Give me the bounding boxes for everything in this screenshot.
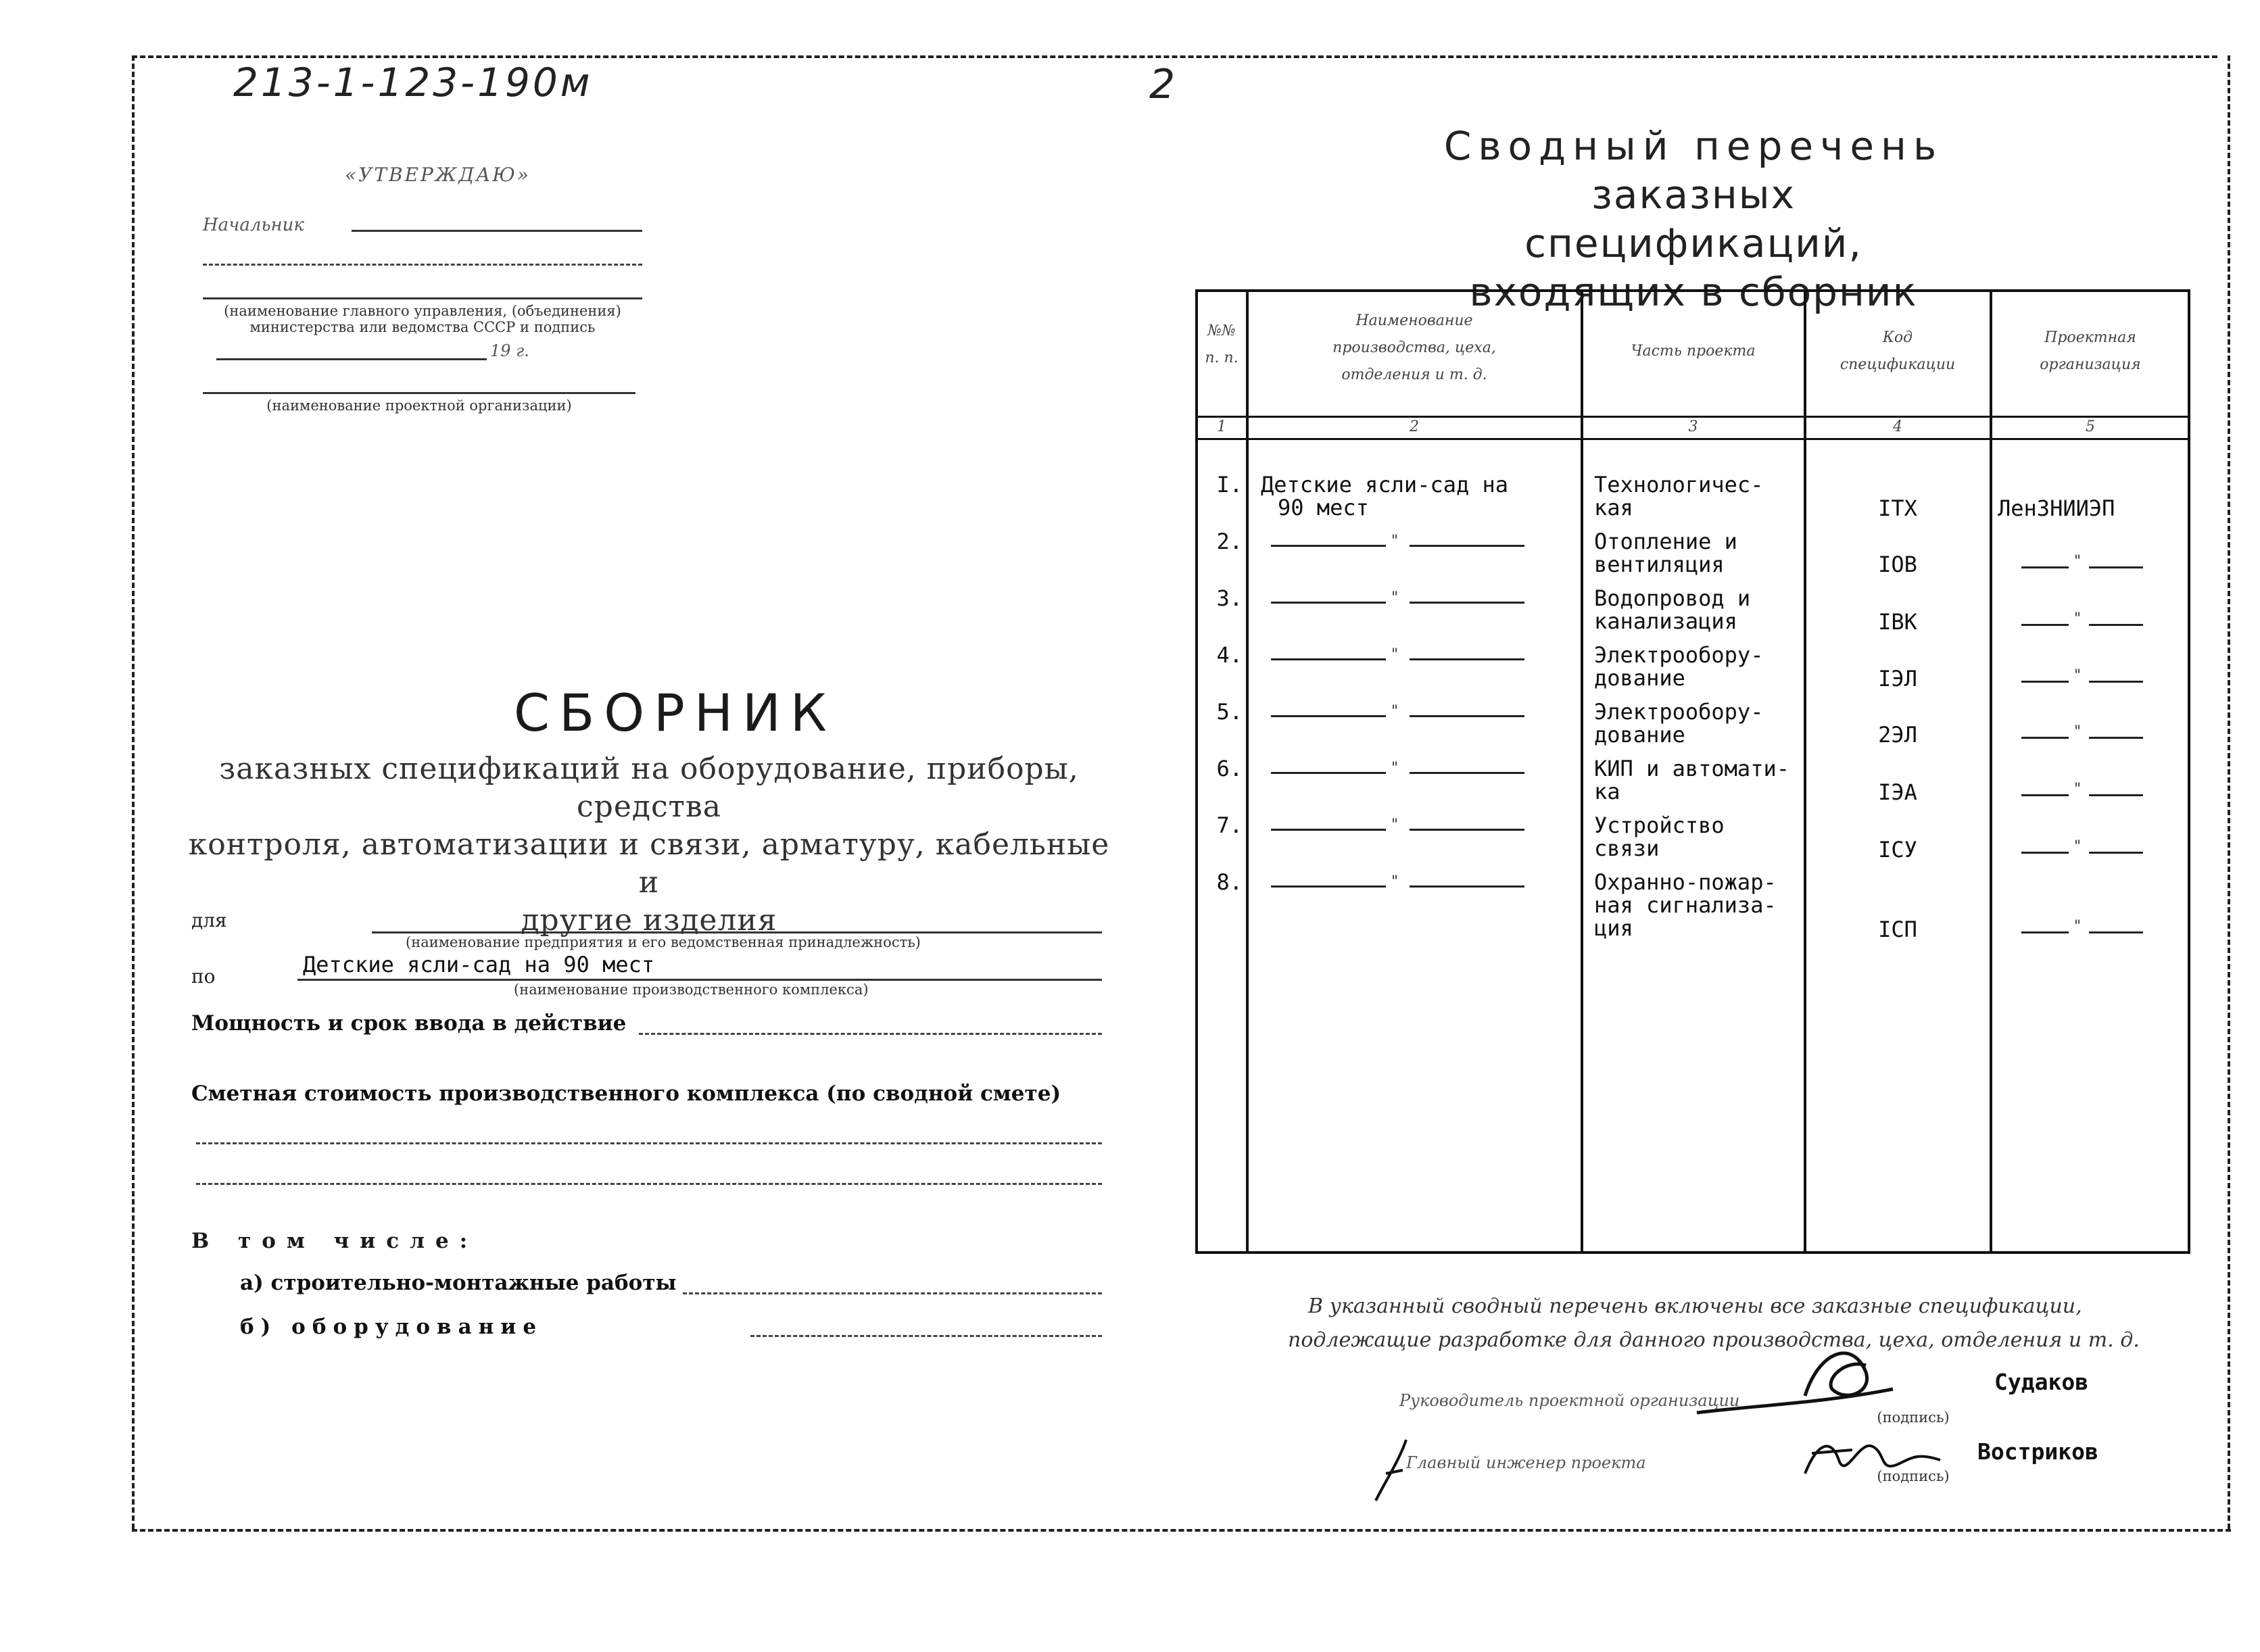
- ditto-line: [1271, 885, 1386, 888]
- cost-line-1: [196, 1142, 1102, 1144]
- column-number: 4: [1893, 418, 1902, 435]
- cost-line-2: [196, 1183, 1102, 1185]
- ditto-mark: ": [2074, 553, 2082, 570]
- header-line: Код: [1882, 329, 1913, 346]
- row-number: I.: [1216, 472, 1243, 497]
- column-header-code: [1806, 324, 1989, 379]
- row-number: 5.: [1216, 699, 1243, 725]
- ditto-mark: ": [1391, 533, 1399, 550]
- ditto-line: [2089, 624, 2143, 626]
- subtitle-line: заказных спецификаций на оборудование, приборы, средства: [219, 752, 1079, 824]
- row-part: связи: [1594, 835, 1660, 861]
- ditto-line: [2021, 681, 2069, 683]
- ditto-mark: ": [2074, 610, 2082, 627]
- ditto-line: [2089, 794, 2143, 796]
- row-code: IСП: [1878, 917, 1917, 942]
- item-b-line: [750, 1335, 1102, 1337]
- ditto-mark: ": [1391, 817, 1399, 833]
- for-label: для: [191, 909, 227, 931]
- list-heading-line: входящих в сборник: [1469, 269, 1918, 315]
- for-line: [372, 931, 1102, 933]
- ministry-caption-1: (наименование главного управления, (объединения): [224, 303, 621, 319]
- ditto-mark: ": [1391, 873, 1399, 890]
- capacity-label: Мощность и срок ввода в действие: [191, 1011, 627, 1036]
- header-line: Часть проекта: [1631, 343, 1756, 360]
- column-number: 3: [1688, 418, 1698, 435]
- row-code: IЭЛ: [1878, 666, 1917, 691]
- row-part: вентиляция: [1594, 552, 1725, 577]
- chief-label: Начальник: [203, 215, 304, 235]
- header-line: производства, цеха,: [1332, 339, 1496, 356]
- row-part: Электрообору-: [1594, 699, 1764, 725]
- item-a-label: а) строительно-монтажные работы: [240, 1271, 677, 1295]
- org-line: [203, 392, 635, 394]
- ditto-line: [1271, 658, 1386, 660]
- frame-bottom-border: [132, 1529, 2231, 1532]
- chief-engineer-name: Востриков: [1977, 1438, 2098, 1465]
- row-code: 2ЭЛ: [1878, 722, 1917, 748]
- row-part: канализация: [1594, 608, 1737, 634]
- ditto-line: [2021, 566, 2069, 568]
- approval-line-3: [203, 297, 642, 299]
- header-line: спецификации: [1840, 356, 1956, 373]
- ditto-mark: ": [1391, 703, 1399, 720]
- row-code: IВК: [1878, 609, 1917, 635]
- column-header-org: [1992, 324, 2188, 379]
- ditto-line: [1410, 545, 1524, 547]
- ditto-line: [2021, 624, 2069, 626]
- row-part: дование: [1594, 722, 1685, 748]
- collection-title: СБОРНИК: [514, 683, 836, 743]
- ditto-line: [2089, 852, 2143, 854]
- ditto-line: [1410, 715, 1524, 717]
- ditto-line: [1410, 885, 1524, 888]
- ditto-mark: ": [1391, 760, 1399, 777]
- including-label: В том числе:: [191, 1229, 479, 1253]
- year-label: 19 г.: [490, 341, 529, 360]
- row-org: ЛенЗНИИЭП: [1998, 495, 2115, 521]
- ditto-line: [2021, 737, 2069, 739]
- by-caption: (наименование производственного комплекса): [514, 981, 869, 998]
- capacity-line: [639, 1033, 1102, 1035]
- ditto-mark: ": [1391, 646, 1399, 663]
- document-code: 213-1-123-190м: [233, 59, 593, 105]
- ditto-line: [1271, 829, 1386, 831]
- ditto-line: [2089, 931, 2143, 933]
- head-caption: (подпись): [1877, 1409, 1950, 1426]
- list-heading-line: Сводный перечень: [1443, 123, 1944, 169]
- ditto-mark: ": [2074, 838, 2082, 855]
- row-part: ка: [1594, 779, 1620, 804]
- row-part: Электрообору-: [1594, 642, 1764, 668]
- row-part: кая: [1594, 495, 1633, 520]
- row-part: дование: [1594, 665, 1685, 691]
- item-a-line: [683, 1292, 1102, 1294]
- row-code: ITX: [1878, 495, 1917, 521]
- ditto-line: [2021, 931, 2069, 933]
- ditto-mark: ": [2074, 667, 2082, 684]
- frame-left-border: [132, 55, 135, 1529]
- ditto-line: [1271, 545, 1386, 547]
- note-line-1: В указанный сводный перечень включены все заказные спецификации,: [1308, 1294, 2082, 1318]
- ditto-line: [1271, 715, 1386, 717]
- row-part: Устройство: [1594, 812, 1725, 838]
- frame-top-border: [132, 55, 2217, 58]
- column-number: 2: [1410, 418, 1419, 435]
- head-label: Руководитель проектной организации: [1399, 1391, 1740, 1410]
- header-line: Проектная: [2044, 329, 2136, 346]
- chief-signature-line: [352, 230, 642, 232]
- ditto-line: [2089, 681, 2143, 683]
- by-value: Детские ясли-сад на 90 мест: [303, 952, 655, 977]
- row-part: Отопление и: [1594, 529, 1737, 554]
- date-line: [216, 358, 487, 360]
- ditto-line: [1410, 658, 1524, 660]
- ditto-mark: ": [1391, 589, 1399, 606]
- row-part: ция: [1594, 915, 1633, 941]
- by-label: по: [191, 965, 216, 988]
- row-part: Охранно-пожар-: [1594, 869, 1777, 895]
- ditto-line: [2089, 566, 2143, 568]
- row-part: ная сигнализа-: [1594, 892, 1777, 918]
- ditto-line: [2089, 737, 2143, 739]
- row-number: 4.: [1216, 642, 1243, 668]
- row-part: Водопровод и: [1594, 585, 1751, 611]
- org-caption: (наименование проектной организации): [266, 397, 572, 414]
- page-number: 2: [1149, 61, 1176, 108]
- row-number: 8.: [1216, 869, 1243, 895]
- header-line: Наименование: [1355, 312, 1473, 329]
- header-line: организация: [2040, 356, 2141, 373]
- column-number: 1: [1217, 418, 1226, 435]
- row-part: КИП и автомати-: [1594, 756, 1789, 781]
- column-header-part: [1583, 338, 1803, 365]
- note-line-2: подлежащие разработке для данного производства, цеха, отделения и т. д.: [1288, 1328, 2140, 1352]
- ditto-mark: ": [2074, 723, 2082, 740]
- row-part: Технологичес-: [1594, 472, 1764, 497]
- approval-line-2: [203, 264, 642, 266]
- chief-engineer-caption: (подпись): [1877, 1468, 1950, 1484]
- subtitle-line: контроля, автоматизации и связи, арматуру, кабельные и: [188, 827, 1110, 900]
- header-line: п. п.: [1205, 349, 1239, 366]
- row-name: Детские ясли-сад на: [1261, 472, 1509, 497]
- row-number: 6.: [1216, 756, 1243, 781]
- ditto-line: [1410, 829, 1524, 831]
- approval-title: «УТВЕРЖДАЮ»: [345, 164, 531, 186]
- header-line: отделения и т. д.: [1341, 366, 1487, 383]
- list-heading: [1433, 122, 1954, 316]
- frame-right-border: [2228, 55, 2230, 1529]
- header-line: №№: [1207, 322, 1236, 339]
- row-code: IОВ: [1878, 552, 1917, 577]
- column-number: 5: [2086, 418, 2095, 435]
- ditto-mark: ": [2074, 781, 2082, 798]
- column-header-no: [1198, 318, 1245, 372]
- row-code: IСУ: [1878, 837, 1917, 863]
- ditto-line: [2021, 852, 2069, 854]
- head-name: Судаков: [1994, 1369, 2089, 1395]
- cost-label: Сметная стоимость производственного комплекса (по сводной смете): [191, 1082, 1061, 1106]
- column-header-name: [1249, 308, 1580, 389]
- chief-engineer-label: Главный инженер проекта: [1406, 1453, 1646, 1472]
- ditto-line: [1271, 602, 1386, 604]
- row-number: 7.: [1216, 812, 1243, 838]
- row-name: 90 мест: [1278, 495, 1369, 520]
- for-caption: (наименование предприятия и его ведомственная принадлежность): [406, 934, 921, 950]
- ditto-mark: ": [2074, 918, 2082, 935]
- ministry-caption-2: министерства или ведомства СССР и подпись: [249, 319, 596, 335]
- collection-subtitle: [176, 750, 1122, 940]
- ditto-line: [1410, 772, 1524, 774]
- ditto-line: [1271, 772, 1386, 774]
- subtitle-line: другие изделия: [521, 903, 777, 938]
- item-b-label: б) оборудование: [240, 1315, 544, 1339]
- ditto-line: [2021, 794, 2069, 796]
- row-number: 2.: [1216, 529, 1243, 554]
- row-code: IЭА: [1878, 779, 1917, 805]
- row-number: 3.: [1216, 585, 1243, 611]
- ditto-line: [1410, 602, 1524, 604]
- by-line: [297, 979, 1102, 981]
- list-heading-line: заказных спецификаций,: [1524, 172, 1862, 266]
